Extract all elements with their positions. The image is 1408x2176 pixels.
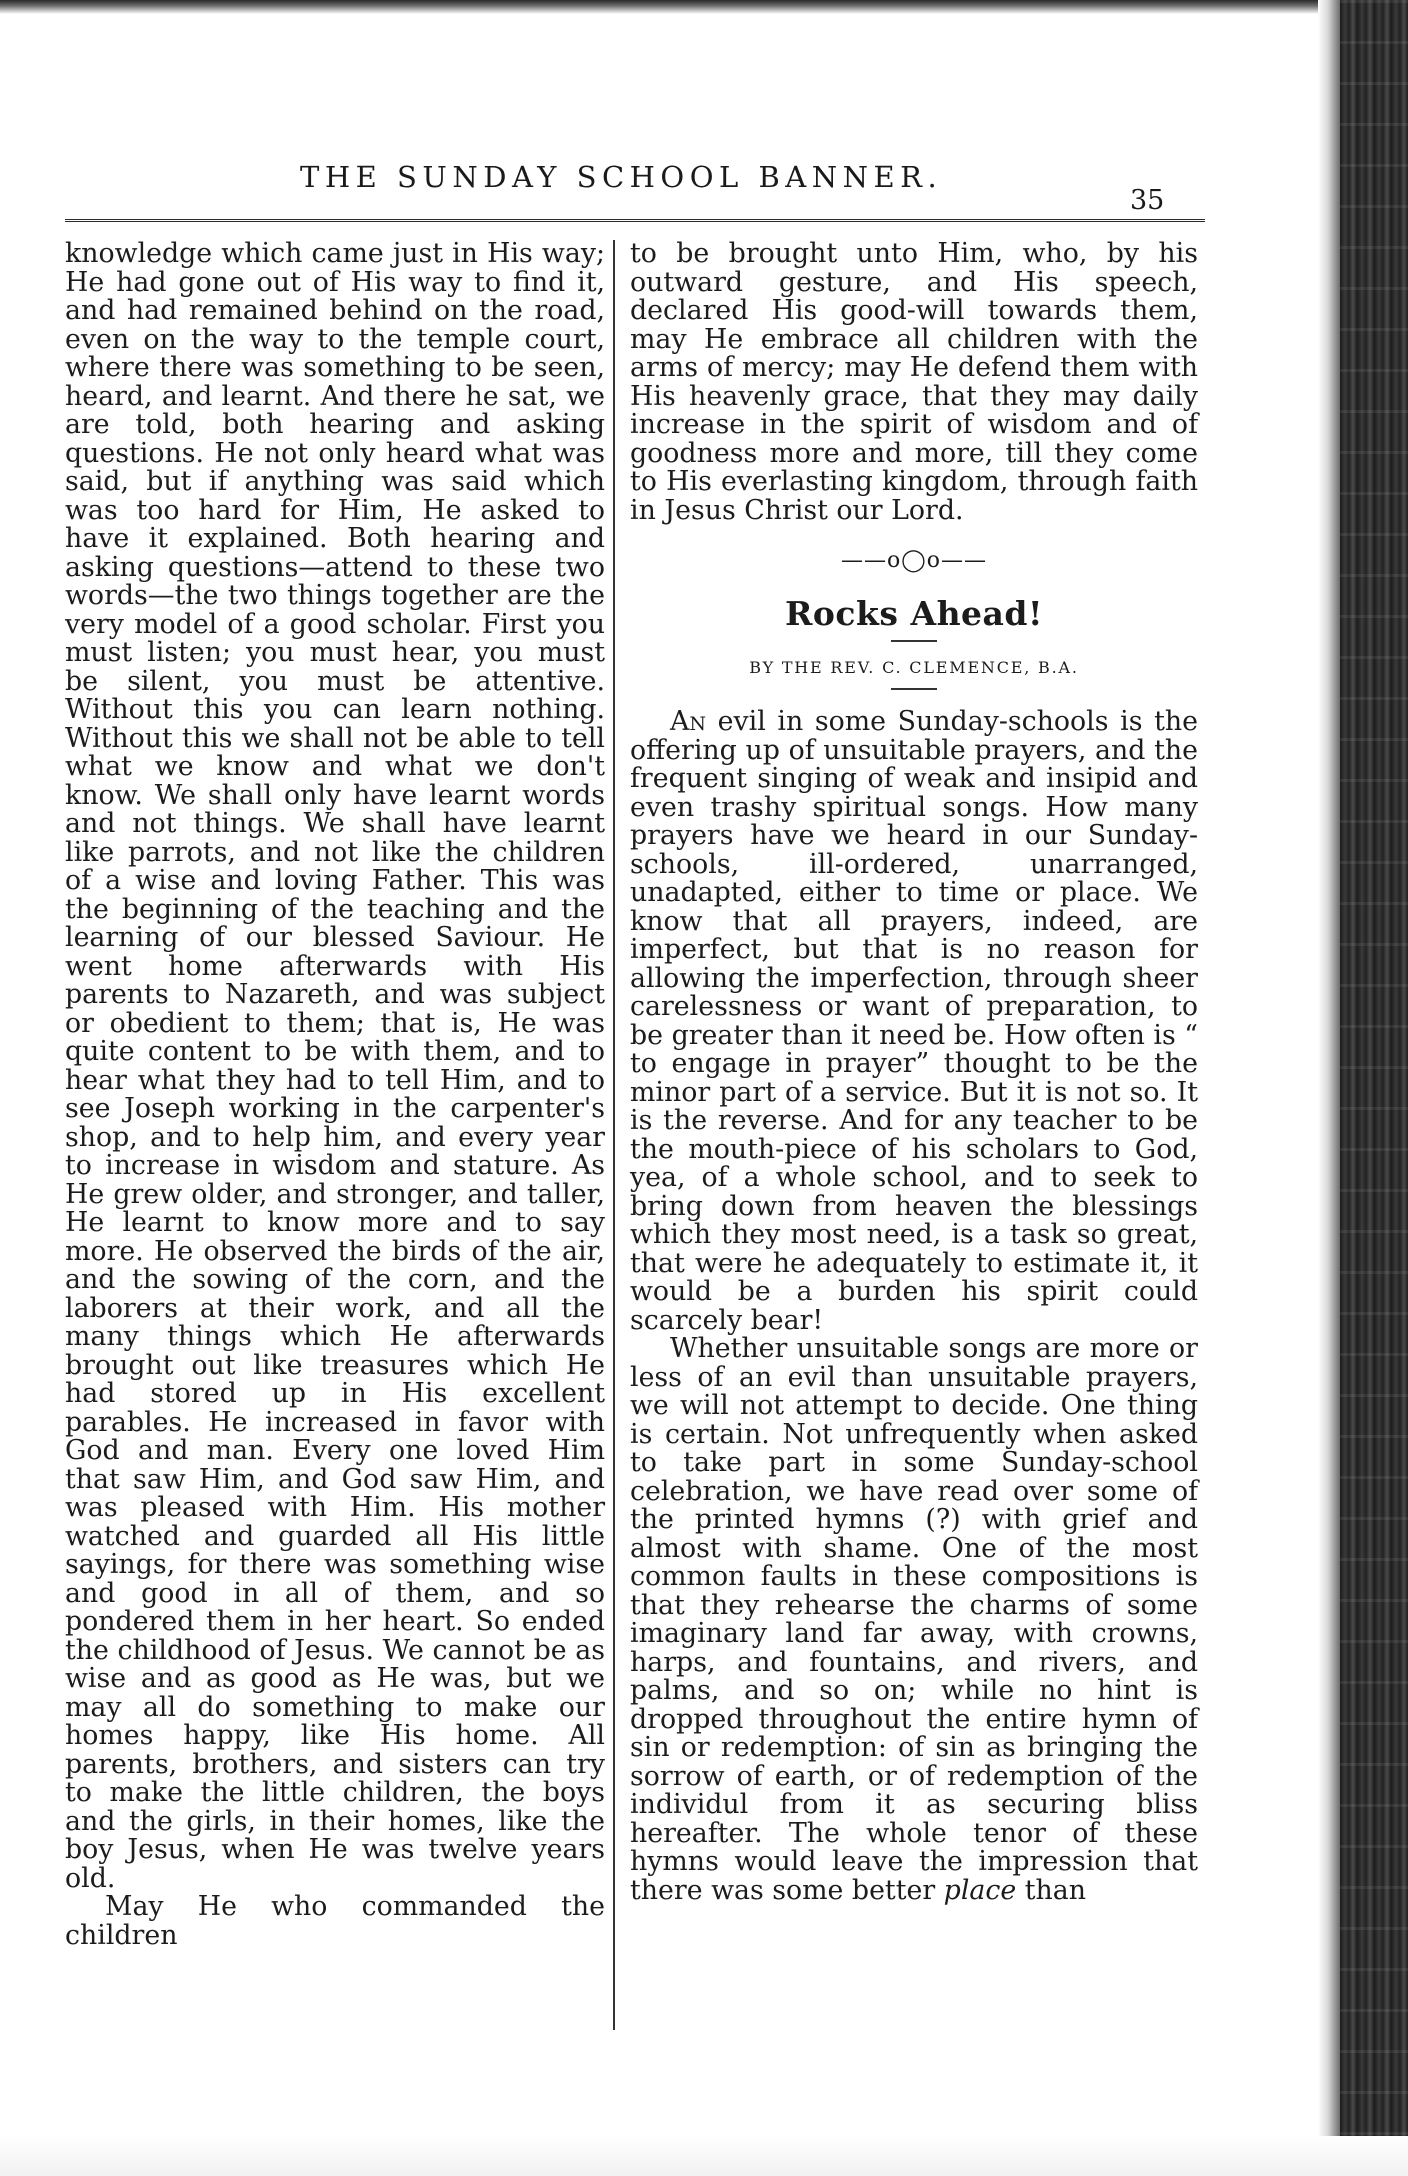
right-column bbox=[630, 240, 1198, 1905]
scan-bottom-edge bbox=[0, 2136, 1408, 2176]
article-title: Rocks Ahead! bbox=[785, 593, 1043, 633]
left-paragraph-continued: knowledge which came just in His way; He had gone out of His way to find it, and had remained behind on the road, even on the way to the temple court, where there was something to be seen, heard, and learnt. And there he sat, we are told, both hearing and asking questions. He not only heard what was said, but if anything was said which was too hard for Him, He asked to have it explained. Both hearing and asking questions—attend to these two words—the two things together are the very model of a good scholar. First you must listen; you must hear, you must be silent, you must be attentive. Without this you can learn nothing. Without this we shall not be able to tell what we know and what we don't know. We shall only have learnt words and not things. We shall have learnt like parrots, and not like the children of a wise and loving Father. This was the beginning of the teaching and the learning of our blessed Saviour. He went home afterwards with His parents to Nazareth, and was subject or obedient to them; that is, He was quite content to be with them, and to hear what they had to tell Him, and to see Joseph working in the carpenter's shop, and to help him, and every year to increase in wisdom and stature. As He grew older, and stronger, and taller, He learnt to know more and to say more. He observed the birds of the air, and the sowing of the corn, and the laborers at their work, and all the many things which He afterwards brought out like treasures which He had stored up in His excellent parables. He increased in favor with God and man. Every one loved Him that saw Him, and God saw Him, and was pleased with Him. His mother watched and guarded all His little sayings, for there was something wise and good in all of them, and so pondered them in her heart. So ended the childhood of Jesus. We cannot be as wise and as good as He was, but we may all do something to make our homes happy, like His home. All parents, brothers, and sisters can try to make the little children, the boys and the girls, in their homes, like the boy Jesus, when He was twelve years old. bbox=[65, 238, 605, 1894]
running-head: THE SUNDAY SCHOOL BANNER. bbox=[300, 160, 943, 194]
page-number: 35 bbox=[1130, 185, 1165, 216]
article-byline: BY THE REV. C. CLEMENCE, B.A. bbox=[749, 657, 1079, 677]
lead-word: An bbox=[670, 706, 706, 737]
left-paragraph-prayer-start: May He who commanded the children bbox=[65, 1891, 605, 1951]
article-paragraph-2-text: Whether unsuitable songs are more or less of an evil than unsuitable prayers, we will not attempt to decide. One thing is certain. Not unfrequently when asked to take part in some Sunday-school celebration, we have read over some of the printed hymns (?) with grief and almost with shame. One of the most common faults in these compositions is that they rehearse the charms of some imaginary land far away, with crowns, harps, and fountains, and rivers, and palms, and so on; while no hint is dropped throughout the entire hymn of sin or redemption: of sin as bringing the sorrow of earth, or of redemption of the individul from it as securing bliss hereafter. The whole tenor of these hymns would leave the impression that there was some better bbox=[630, 1333, 1198, 1906]
byline-rule bbox=[891, 688, 937, 690]
header-rule bbox=[65, 219, 1205, 222]
scan-top-edge bbox=[0, 0, 1408, 14]
book-spine bbox=[1340, 0, 1408, 2176]
right-paragraph-prayer-end: to be brought unto Him, who, by his outward gesture, and His speech, declared His good-will towards them, may He embrace all children with the arms of mercy; may He defend them with His heavenly grace, that they may daily increase in the spirit of wisdom and of goodness more and more, till they come to His everlasting kingdom, through faith in Jesus Christ our Lord. bbox=[630, 238, 1198, 526]
article-paragraph-1-text: evil in some Sunday-schools is the offering up of unsuitable prayers, and the frequent singing of weak and insipid and even trashy spiritual songs. How many prayers have we heard in our Sunday-schools, ill-ordered, unarranged, unadapted, either to time or place. We know that all prayers, indeed, are imperfect, but that is no reason for allowing the imperfection, through sheer carelessness or want of preparation, to be greater than it need be. How often is “ to engage in prayer” thought to be the minor part of a service. But it is not so. It is the reverse. And for any teacher to be the mouth-piece of his scholars to God, yea, of a whole school, and to seek to bring down from heaven the blessings which they most need, is a task so great, that were he adequately to estimate it, it would be a burden his spirit could scarcely bear! bbox=[630, 706, 1198, 1336]
article-paragraph-1 bbox=[630, 708, 1198, 1335]
article-paragraph-2-end: than bbox=[1016, 1874, 1087, 1906]
title-rule bbox=[891, 640, 937, 642]
italic-word-place: place bbox=[943, 1874, 1017, 1906]
section-ornament: ——o◯o—— bbox=[840, 548, 988, 573]
column-divider bbox=[613, 240, 615, 2030]
page-gutter-shadow bbox=[1318, 0, 1340, 2176]
left-column bbox=[65, 240, 605, 1950]
article-paragraph-2 bbox=[630, 1335, 1198, 1905]
